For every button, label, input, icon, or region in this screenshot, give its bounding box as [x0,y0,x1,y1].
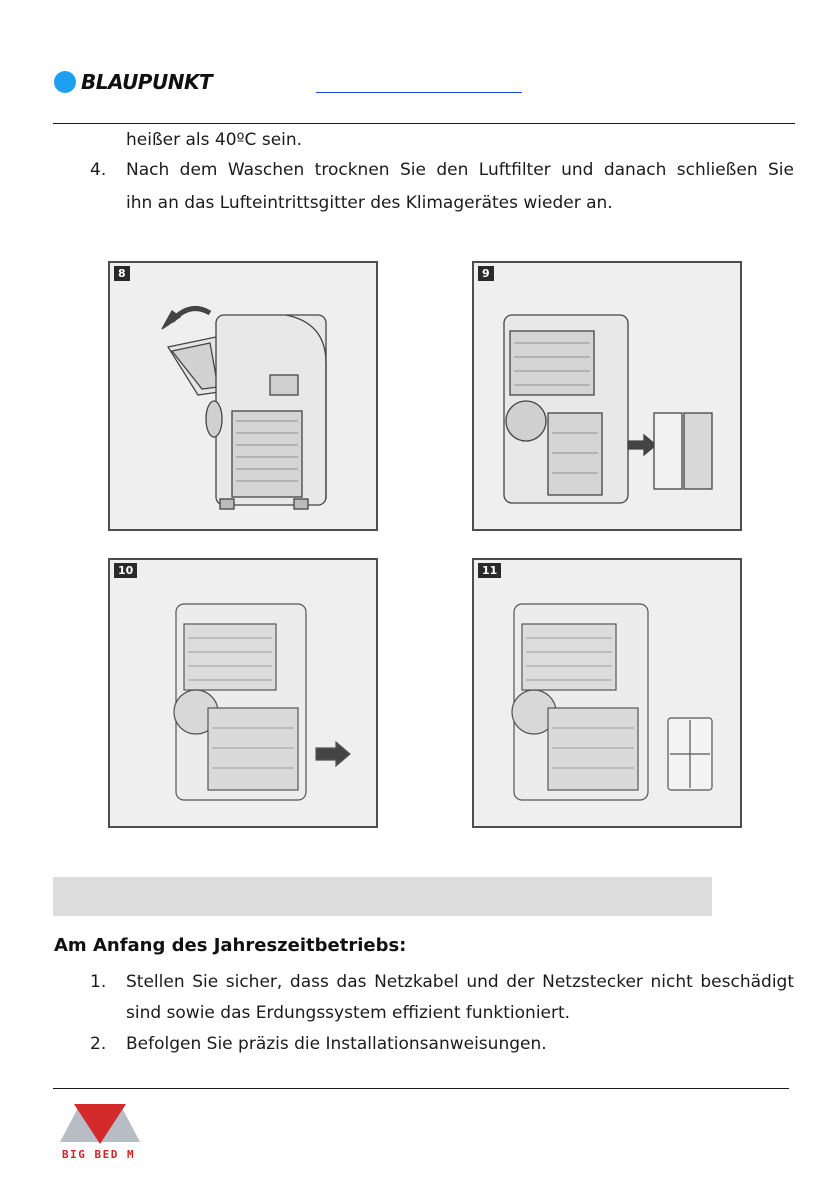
list-item-2-number: 2. [90,1034,107,1054]
figure-8-illustration [110,263,380,533]
figure-11-illustration [474,560,744,830]
section-bar [53,877,712,916]
step-4-line-2: ihn an das Lufteintrittsgitter des Klimagerätes wieder an. [126,193,613,213]
figure-9 [472,261,742,531]
footer-divider [53,1088,789,1089]
brand-dot-icon [54,71,76,93]
figure-10-illustration [110,560,380,830]
figure-8 [108,261,378,531]
header-link-underline [316,92,522,93]
section-heading: Am Anfang des Jahreszeitbetriebs: [54,935,407,956]
figure-9-number: 9 [478,266,494,281]
list-item-1-number: 1. [90,972,107,992]
list-item-1-line-2: sind sowie das Erdungssystem effizient funktioniert. [126,1003,571,1023]
footer-logo [58,1100,142,1162]
brand-wordmark: BLAUPUNKT [81,70,213,94]
figure-11-number: 11 [478,563,501,578]
figure-10 [108,558,378,828]
figure-9-illustration [474,263,744,533]
brand-logo [54,70,212,94]
step-4-line-1: Nach dem Waschen trocknen Sie den Luftfilter und danach schließen Sie [126,160,794,180]
footer-logo-text: BIG BED M [62,1148,136,1161]
continuation-text: heißer als 40ºC sein. [126,130,303,150]
step-4-number: 4. [90,160,107,180]
figure-11 [472,558,742,828]
header-divider [53,123,795,124]
figure-10-number: 10 [114,563,137,578]
list-item-2-line-1: Befolgen Sie präzis die Installationsanweisungen. [126,1034,547,1054]
list-item-1-line-1: Stellen Sie sicher, dass das Netzkabel und der Netzstecker nicht beschädigt [126,972,794,992]
figure-8-number: 8 [114,266,130,281]
